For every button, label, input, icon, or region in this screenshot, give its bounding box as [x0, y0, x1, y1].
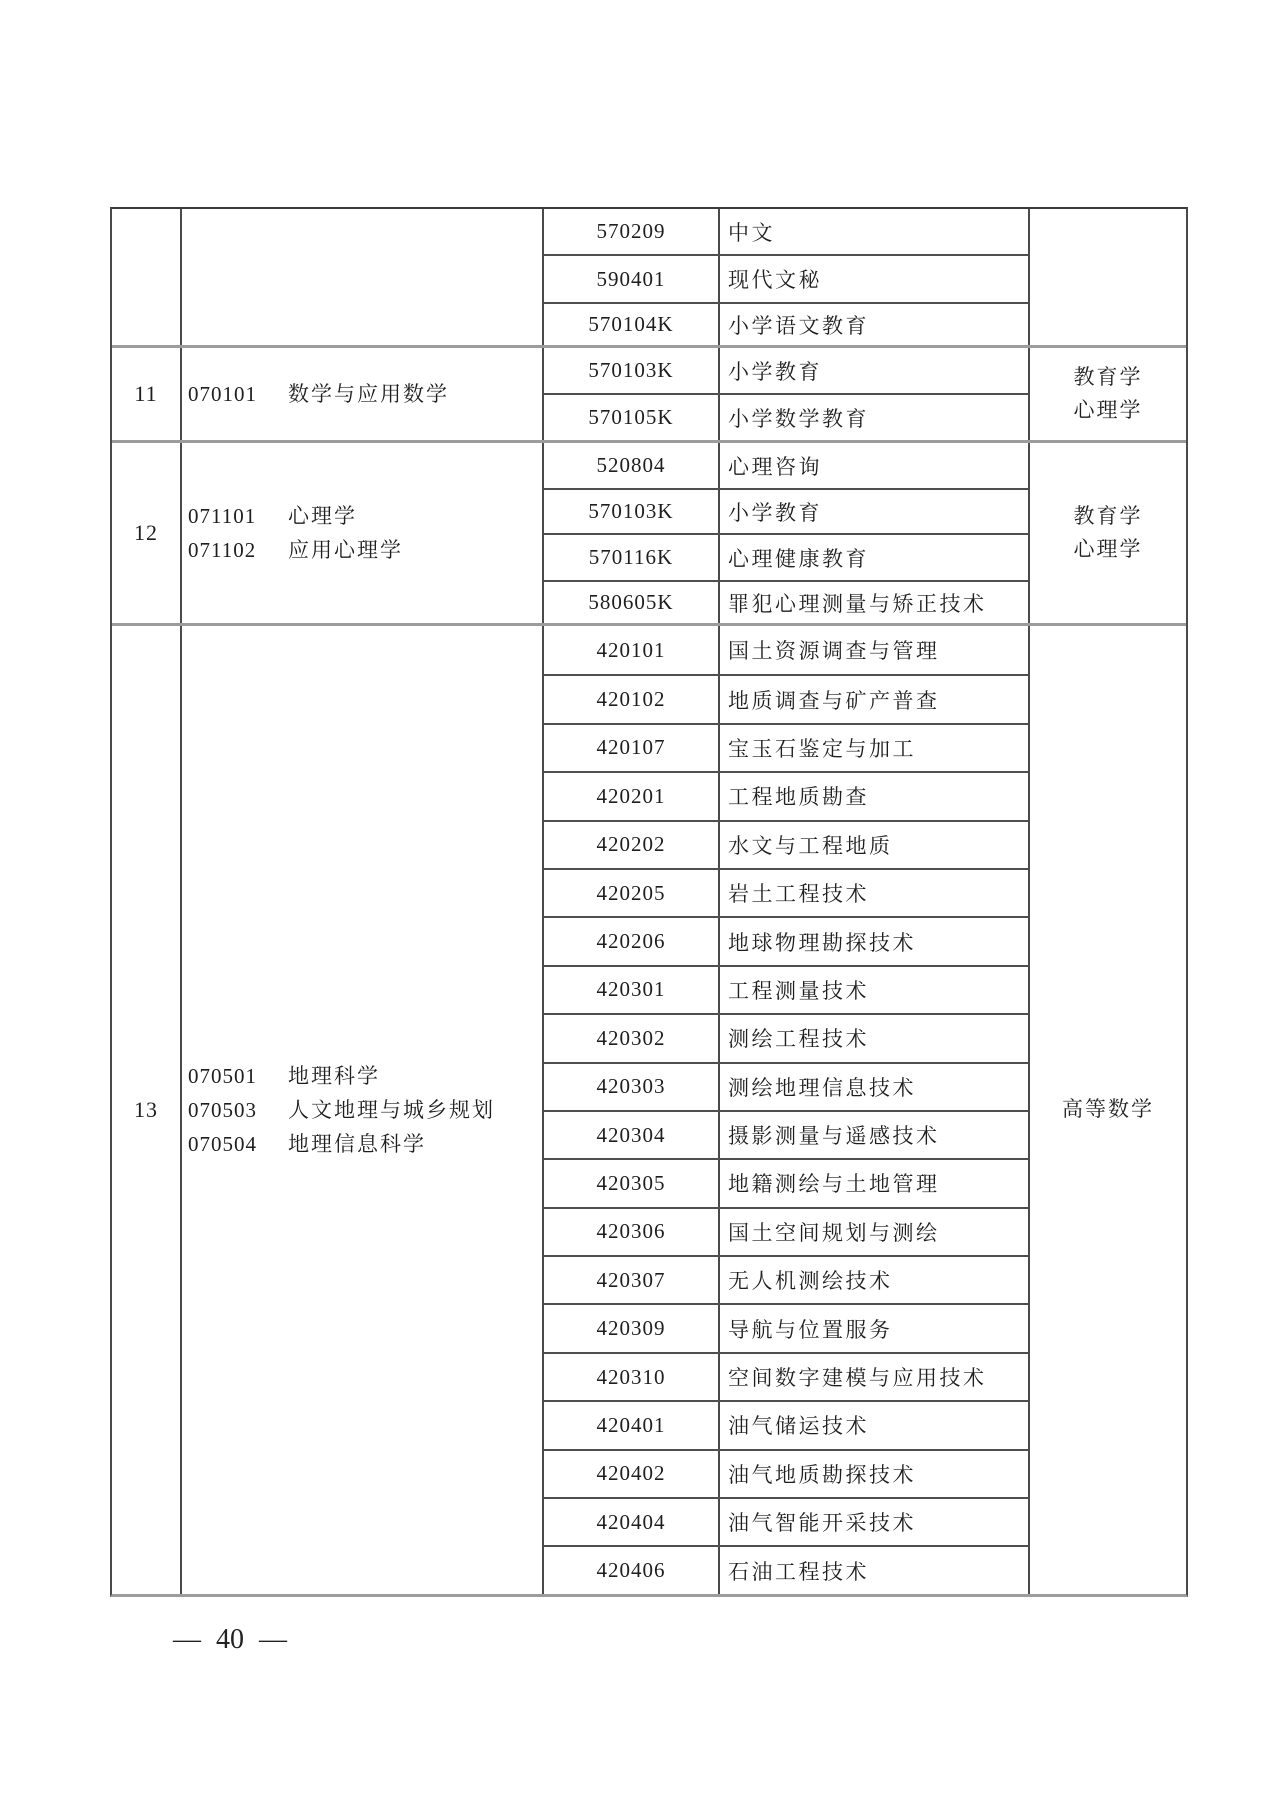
table-row — [544, 1255, 1028, 1303]
major-code: 070501 — [188, 1063, 257, 1088]
major-line — [188, 377, 542, 411]
subject-code-cell: 420310 — [544, 1354, 720, 1400]
subject-code-cell: 420401 — [544, 1402, 720, 1448]
category-cell — [1030, 443, 1186, 623]
table-row — [544, 254, 1028, 302]
subject-name-cell: 岩土工程技术 — [728, 882, 869, 907]
table-row — [544, 488, 1028, 533]
row-number-cell — [112, 209, 182, 345]
table-row-group — [112, 440, 1186, 623]
subject-name-cell: 宝玉石鉴定与加工 — [728, 736, 916, 761]
subject-code-cell: 420305 — [544, 1160, 720, 1206]
subject-name-cell: 小学教育 — [728, 359, 822, 384]
subject-code-cell: 570103K — [544, 490, 720, 533]
table-row — [544, 723, 1028, 771]
subject-name-cell: 国土空间规划与测绘 — [728, 1220, 940, 1245]
major-cell — [182, 443, 544, 623]
subject-code-cell: 420205 — [544, 870, 720, 916]
table-row — [544, 1352, 1028, 1400]
subject-name-cell: 油气智能开采技术 — [728, 1511, 916, 1536]
table-row — [544, 533, 1028, 580]
category-line: 教育学 — [1073, 365, 1143, 389]
subject-name-cell: 地球物理勘探技术 — [728, 930, 916, 955]
subject-code-cell: 420206 — [544, 918, 720, 964]
subject-code-cell: 420307 — [544, 1257, 720, 1303]
major-cell — [182, 626, 544, 1594]
subject-name-cell: 心理咨询 — [728, 454, 822, 479]
table-row — [544, 820, 1028, 868]
subject-name-cell: 测绘工程技术 — [728, 1027, 869, 1052]
page-number: 40 — [216, 1624, 244, 1655]
table-row — [544, 868, 1028, 916]
table-row — [544, 302, 1028, 345]
category-line: 教育学 — [1073, 504, 1143, 528]
subject-name-cell: 油气地质勘探技术 — [728, 1462, 916, 1487]
subject-code-cell: 570105K — [544, 395, 720, 440]
major-name: 心理学 — [288, 504, 357, 528]
subject-name-cell: 心理健康教育 — [728, 546, 869, 571]
table-row — [544, 674, 1028, 722]
subject-name-cell: 摄影测量与遥感技术 — [728, 1124, 940, 1149]
major-line — [188, 533, 542, 567]
subject-code-cell: 420101 — [544, 626, 720, 674]
table-row — [544, 626, 1028, 674]
major-code: 071101 — [188, 504, 257, 528]
subject-code-cell: 420201 — [544, 773, 720, 819]
table-row — [544, 443, 1028, 488]
table-row — [544, 348, 1028, 393]
major-name: 应用心理学 — [288, 538, 403, 562]
subjects-column — [544, 443, 1030, 623]
subject-code-cell: 590401 — [544, 256, 720, 302]
subject-name-cell: 空间数字建模与应用技术 — [728, 1366, 987, 1391]
table-row-group — [112, 623, 1186, 1594]
subject-name-cell: 小学数学教育 — [728, 406, 869, 431]
subject-name-cell: 罪犯心理测量与矫正技术 — [728, 591, 987, 616]
subject-code-cell: 420309 — [544, 1305, 720, 1351]
subject-code-cell: 580605K — [544, 582, 720, 623]
subject-name-cell: 小学语文教育 — [728, 313, 869, 338]
subject-name-cell: 国土资源调查与管理 — [728, 639, 940, 664]
table-row — [544, 1062, 1028, 1110]
subject-code-cell: 520804 — [544, 443, 720, 488]
subject-code-cell: 420406 — [544, 1547, 720, 1593]
page-footer — [130, 1618, 330, 1662]
subject-name-cell: 测绘地理信息技术 — [728, 1075, 916, 1100]
table-row — [544, 580, 1028, 623]
subject-name-cell: 油气储运技术 — [728, 1414, 869, 1439]
subject-code-cell: 420304 — [544, 1112, 720, 1158]
subject-code-cell: 420404 — [544, 1499, 720, 1545]
subject-name-cell: 水文与工程地质 — [728, 833, 893, 858]
row-number-cell: 13 — [112, 626, 182, 1594]
category-cell — [1030, 348, 1186, 440]
footer-dash-left: — — [173, 1624, 201, 1655]
subject-name-cell: 小学教育 — [728, 500, 822, 525]
category-cell — [1030, 626, 1186, 1594]
subject-name-cell: 地籍测绘与土地管理 — [728, 1172, 940, 1197]
major-line — [188, 499, 542, 533]
row-number-cell: 12 — [112, 443, 182, 623]
category-line: 高等数学 — [1062, 1097, 1154, 1122]
table-row — [544, 1545, 1028, 1593]
major-name: 数学与应用数学 — [288, 382, 449, 406]
subject-name-cell: 导航与位置服务 — [728, 1317, 893, 1342]
table-row — [544, 1303, 1028, 1351]
table-row-group — [112, 345, 1186, 440]
table-row — [544, 965, 1028, 1013]
category-cell — [1030, 209, 1186, 345]
subject-code-cell: 570116K — [544, 535, 720, 580]
major-cell — [182, 209, 544, 345]
major-line — [188, 1093, 542, 1127]
table-row — [544, 916, 1028, 964]
major-code: 070503 — [188, 1097, 257, 1122]
major-line — [188, 1127, 542, 1161]
subject-code-cell: 420402 — [544, 1451, 720, 1497]
course-table — [110, 207, 1188, 1597]
major-line — [188, 1059, 542, 1093]
table-row — [544, 393, 1028, 440]
major-cell — [182, 348, 544, 440]
subjects-column — [544, 348, 1030, 440]
subject-code-cell: 420202 — [544, 822, 720, 868]
subject-code-cell: 420301 — [544, 967, 720, 1013]
subject-name-cell: 地质调查与矿产普查 — [728, 688, 940, 713]
subject-code-cell: 420302 — [544, 1015, 720, 1061]
table-row — [544, 209, 1028, 254]
major-code: 071102 — [188, 538, 257, 562]
subject-name-cell: 无人机测绘技术 — [728, 1269, 893, 1294]
subject-code-cell: 420306 — [544, 1209, 720, 1255]
subject-name-cell: 工程测量技术 — [728, 978, 869, 1003]
subject-name-cell: 现代文秘 — [728, 268, 822, 292]
major-name: 地理信息科学 — [288, 1131, 426, 1156]
subject-name-cell: 中文 — [728, 220, 775, 245]
category-line: 心理学 — [1073, 398, 1143, 422]
major-name: 人文地理与城乡规划 — [288, 1097, 495, 1122]
subject-code-cell: 570103K — [544, 348, 720, 393]
table-row — [544, 1449, 1028, 1497]
subjects-column — [544, 626, 1030, 1594]
major-code: 070101 — [188, 382, 257, 406]
subject-code-cell: 420303 — [544, 1064, 720, 1110]
category-line: 心理学 — [1073, 537, 1143, 561]
subject-code-cell: 420107 — [544, 725, 720, 771]
footer-dash-right: — — [259, 1624, 287, 1655]
subjects-column — [544, 209, 1030, 345]
major-name: 地理科学 — [288, 1063, 380, 1088]
subject-name-cell: 工程地质勘查 — [728, 785, 869, 810]
table-row — [544, 1158, 1028, 1206]
subject-name-cell: 石油工程技术 — [728, 1559, 869, 1584]
table-row — [544, 771, 1028, 819]
table-row-group — [112, 209, 1186, 345]
table-row — [544, 1013, 1028, 1061]
subject-code-cell: 570209 — [544, 209, 720, 254]
table-row — [544, 1110, 1028, 1158]
table-row — [544, 1400, 1028, 1448]
table-row — [544, 1207, 1028, 1255]
table-row — [544, 1497, 1028, 1545]
row-number-cell: 11 — [112, 348, 182, 440]
subject-code-cell: 570104K — [544, 304, 720, 345]
major-code: 070504 — [188, 1131, 257, 1156]
subject-code-cell: 420102 — [544, 676, 720, 722]
